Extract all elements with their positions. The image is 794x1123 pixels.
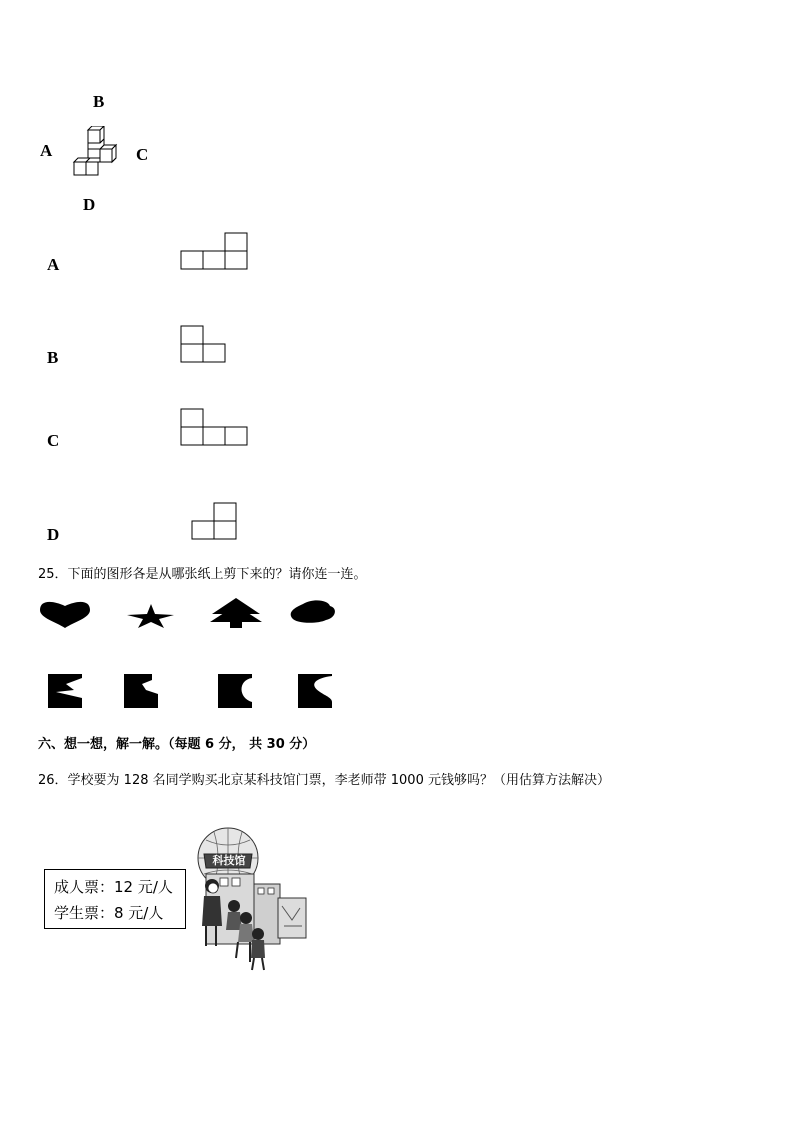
option-c-figure <box>180 408 250 448</box>
paper-2-shape <box>124 674 158 708</box>
view-label-b: B <box>93 92 105 111</box>
option-label-a: A <box>47 255 60 274</box>
blob-shape <box>291 600 335 622</box>
ticket-price-box <box>44 869 186 929</box>
science-museum-illustration <box>192 822 308 972</box>
option-b-figure <box>180 325 228 365</box>
option-a-figure <box>180 232 250 272</box>
star-shape <box>127 604 174 628</box>
question-26-text: 26．学校要为 128 名同学购买北京某科技馆门票，李老师带 1000 元钱够吗？（用估算方法解决） <box>38 773 610 788</box>
cutout-shapes-row <box>38 598 338 634</box>
view-label-c: C <box>136 145 149 164</box>
option-label-c: C <box>47 431 60 450</box>
paper-4-shape <box>298 674 332 708</box>
option-d-figure <box>191 502 239 542</box>
heart-shape <box>40 602 90 628</box>
question-25-text: 25．下面的图形各是从哪张纸上剪下来的？请你连一连。 <box>38 567 367 582</box>
cube-stack-figure <box>70 126 122 180</box>
paper-1-shape <box>48 674 82 708</box>
tree-shape <box>210 598 262 628</box>
paper-3-shape <box>218 674 252 708</box>
paper-shapes-row <box>46 672 338 712</box>
view-label-a: A <box>40 141 53 160</box>
adult-ticket-price: 成人票：12 元/人 <box>54 878 173 896</box>
section-6-title: 六、想一想，解一解。（每题 6 分， 共 30 分） <box>38 737 316 752</box>
option-label-b: B <box>47 348 59 367</box>
view-label-d: D <box>83 195 96 214</box>
student-ticket-price: 学生票：8 元/人 <box>54 904 164 922</box>
museum-sign-text: 科技馆 <box>212 854 246 867</box>
option-label-d: D <box>47 525 60 544</box>
